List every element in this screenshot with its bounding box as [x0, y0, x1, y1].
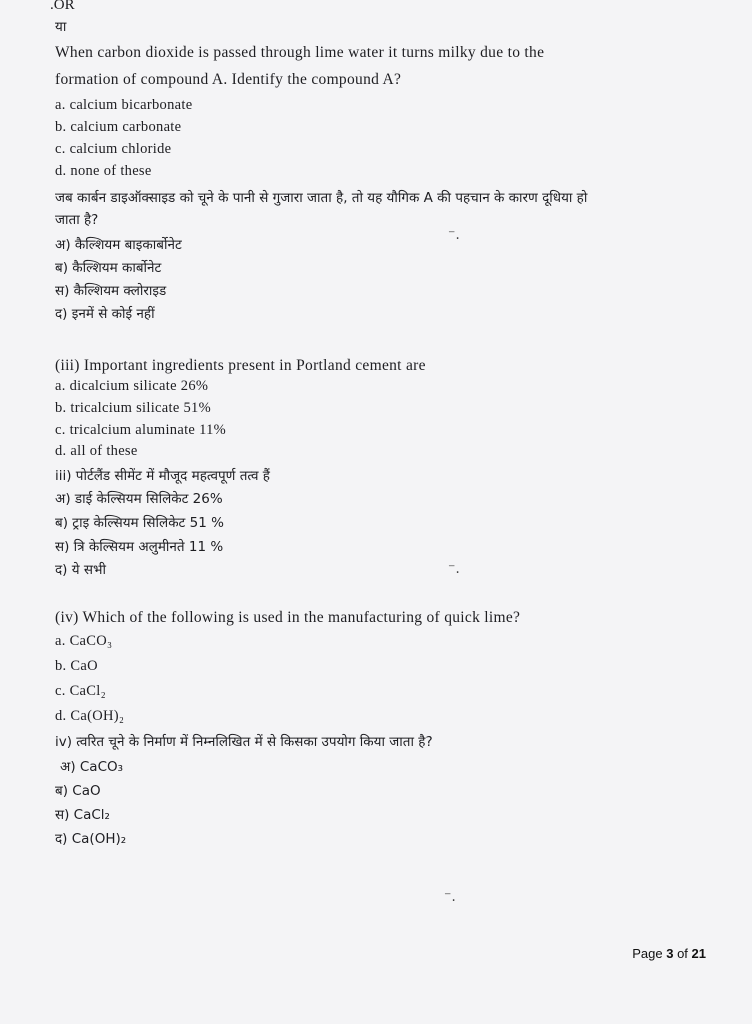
question-3-option-c: c. tricalcium aluminate 11%	[55, 422, 227, 438]
question-2-option-a: a. calcium bicarbonate	[55, 97, 193, 113]
question-4-hindi-option-d: द) Ca(OH)₂	[55, 831, 127, 847]
question-2-hindi-line2: जाता है?	[55, 212, 99, 228]
question-2-option-b: b. calcium carbonate	[55, 119, 182, 135]
question-3-hindi-text: iii) पोर्टलैंड सीमेंट में मौजूद महत्वपूर्ण तत्व हैं	[55, 468, 270, 484]
question-4-text: (iv) Which of the following is used in the manufacturing of quick lime?	[55, 609, 521, 626]
tick-mark: ⁻.	[448, 561, 460, 577]
question-3-option-d: d. all of these	[55, 443, 138, 459]
question-3-option-b: b. tricalcium silicate 51%	[55, 400, 211, 416]
question-4-option-b: b. CaO	[55, 658, 98, 674]
question-2-option-d: d. none of these	[55, 163, 152, 179]
tick-mark: ⁻.	[448, 227, 460, 243]
question-4-hindi-text: iv) त्वरित चूने के निर्माण में निम्नलिखित में से किसका उपयोग किया जाता है?	[55, 734, 433, 750]
question-2-hindi-option-a: अ) कैल्शियम बाइकार्बोनेट	[55, 237, 182, 253]
page-label: Page	[632, 946, 667, 961]
question-2-hindi-option-c: स) कैल्शियम क्लोराइड	[55, 283, 167, 299]
question-3-hindi-option-c: स) त्रि केल्सियम अलुमीनते 11 %	[55, 539, 224, 555]
question-3-text: (iii) Important ingredients present in Portland cement are	[55, 357, 426, 374]
question-2-hindi-option-b: ब) कैल्शियम कार्बोनेट	[55, 260, 162, 276]
question-2-text-line2: formation of compound A. Identify the compound A?	[55, 71, 402, 88]
page-current: 3	[666, 946, 674, 961]
question-3-hindi-option-b: ब) ट्राइ केल्सियम सिलिकेट 51 %	[55, 515, 224, 531]
question-4-hindi-option-c: स) CaCl₂	[55, 807, 110, 823]
question-4-option-c: c. CaCl₂	[55, 683, 106, 699]
or-heading-hindi: या	[55, 19, 67, 35]
question-4-option-d: d. Ca(OH)₂	[55, 708, 125, 724]
page-of-label: of	[673, 946, 692, 961]
question-3-hindi-option-d: द) ये सभी	[55, 562, 106, 578]
tick-mark: ⁻.	[444, 889, 456, 905]
question-3-option-a: a. dicalcium silicate 26%	[55, 378, 209, 394]
question-4-hindi-option-a: अ) CaCO₃	[60, 759, 124, 775]
question-2-option-c: c. calcium chloride	[55, 141, 172, 157]
question-4-option-a: a. CaCO₃	[55, 633, 113, 649]
or-heading: .OR	[50, 0, 75, 13]
page-total: 21	[691, 946, 706, 961]
question-2-text-line1: When carbon dioxide is passed through lime water it turns milky due to the	[55, 44, 545, 61]
question-3-hindi-option-a: अ) डाई केल्सियम सिलिकेट 26%	[55, 491, 223, 507]
page-number	[632, 946, 706, 961]
question-2-hindi-option-d: द) इनमें से कोई नहीं	[55, 306, 155, 322]
question-4-hindi-option-b: ब) CaO	[55, 783, 101, 799]
question-2-hindi-line1: जब कार्बन डाइऑक्साइड को चूने के पानी से गुजारा जाता है, तो यह यौगिक A की पहचान के कारण दूधिया हो	[55, 190, 588, 206]
